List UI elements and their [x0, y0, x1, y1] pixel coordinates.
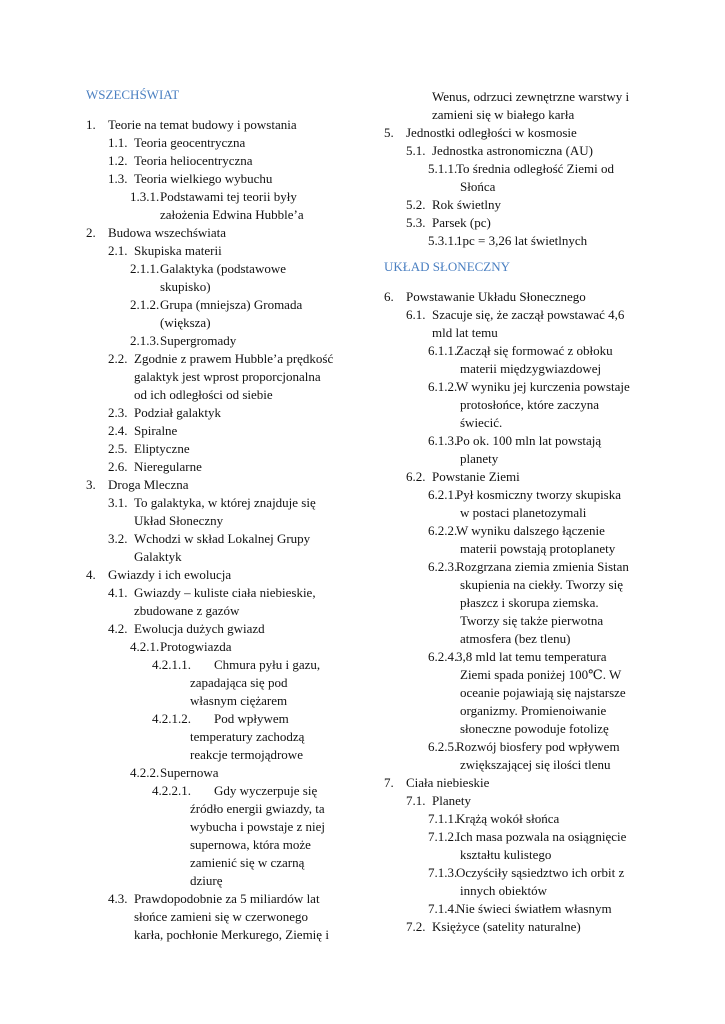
- outline-number: 4.2.1.: [130, 639, 160, 654]
- right-outline-line: [460, 594, 599, 611]
- outline-text: galaktyk jest wprost proporcjonalna: [134, 369, 321, 384]
- outline-number: 2.: [86, 225, 96, 240]
- left-outline-line: [108, 170, 272, 187]
- outline-text: słońce zamieni się w czerwonego: [134, 909, 308, 924]
- right-outline-line: [460, 540, 615, 557]
- outline-text: planety: [460, 451, 499, 466]
- left-outline-line: [134, 926, 329, 943]
- outline-text: Nie świeci światłem własnym: [456, 901, 612, 916]
- right-outline-line: [406, 468, 520, 485]
- outline-text: zwiększającej się ilości tlenu: [460, 757, 611, 772]
- outline-number: 7.1.1.: [428, 811, 458, 826]
- right-outline-line: [460, 630, 570, 647]
- left-outline-line: [108, 458, 202, 475]
- outline-number: 4.2.2.1.: [152, 783, 191, 798]
- outline-text: Zgodnie z prawem Hubble’a prędkość: [134, 351, 334, 366]
- outline-text: Ciała niebieskie: [406, 775, 490, 790]
- right-outline-line: [460, 846, 551, 863]
- section-heading-universe: WSZECHŚWIAT: [86, 87, 180, 102]
- left-outline-line: [190, 836, 311, 853]
- outline-text: zbudowane z gazów: [134, 603, 240, 618]
- outline-text: w postaci planetozymali: [460, 505, 587, 520]
- outline-number: 7.1.2.: [428, 829, 458, 844]
- left-outline-line: [134, 512, 223, 529]
- left-outline-line: [108, 440, 190, 457]
- left-outline-line: [130, 296, 302, 313]
- outline-number: 7.1.: [406, 793, 426, 808]
- right-outline-line: [460, 360, 601, 377]
- left-outline-line: [190, 728, 304, 745]
- outline-text: źródło energii gwiazdy, ta: [190, 801, 325, 816]
- right-outline-line: [406, 196, 501, 213]
- outline-text: Grupa (mniejsza) Gromada: [160, 297, 303, 312]
- outline-number: 5.: [384, 125, 394, 140]
- outline-number: 5.3.1.: [428, 233, 458, 248]
- outline-number: 5.3.: [406, 215, 426, 230]
- left-outline-line: [130, 332, 236, 349]
- outline-number: 4.2.2.: [130, 765, 160, 780]
- outline-text: W wyniku jej kurczenia powstaje: [456, 379, 630, 394]
- right-outline-line: [428, 378, 630, 395]
- outline-number: 6.1.1.: [428, 343, 458, 358]
- outline-text: Nieregularne: [134, 459, 202, 474]
- left-outline-line: [108, 350, 333, 367]
- outline-text: Pod wpływem: [214, 711, 289, 726]
- right-outline-line: [406, 142, 593, 159]
- outline-text: Krążą wokół słońca: [456, 811, 560, 826]
- right-outline-line: [428, 900, 612, 917]
- outline-text: Jednostka astronomiczna (AU): [432, 143, 594, 158]
- outline-text: zamienić się w czarną: [190, 855, 305, 870]
- left-outline-line: [190, 854, 304, 871]
- outline-text: założenia Edwina Hubble’a: [160, 207, 304, 222]
- outline-text: To galaktyka, w której znajduje się: [134, 495, 316, 510]
- outline-text: Gwiazdy i ich ewolucja: [108, 567, 232, 582]
- left-outline-line: [130, 638, 231, 655]
- outline-text: supernowa, która może: [190, 837, 311, 852]
- right-outline-line: [406, 792, 471, 809]
- outline-text: Ewolucja dużych gwiazd: [134, 621, 265, 636]
- outline-number: 6.2.: [406, 469, 426, 484]
- outline-text: Rok świetlny: [432, 197, 501, 212]
- left-outline-line: [160, 206, 304, 223]
- outline-number: 4.2.1.2.: [152, 711, 191, 726]
- outline-text: Pył kosmiczny tworzy skupiska: [456, 487, 622, 502]
- outline-text: słoneczne powoduje fotolizę: [460, 721, 609, 736]
- outline-text: Jednostki odległości w kosmosie: [406, 125, 577, 140]
- right-outline-line: [384, 774, 489, 791]
- outline-number: 7.2.: [406, 919, 426, 934]
- right-outline-line: [460, 612, 603, 629]
- right-outline-line: [428, 810, 559, 827]
- section-heading-solar-system: UKŁAD SŁONECZNY: [384, 259, 511, 274]
- outline-text: płaszcz i skorupa ziemska.: [460, 595, 599, 610]
- left-outline-line: [108, 152, 253, 169]
- outline-text: Parsek (pc): [432, 215, 491, 230]
- left-outline-line: [108, 404, 221, 421]
- right-outline-line: [460, 720, 609, 737]
- left-outline-line: [86, 224, 226, 241]
- outline-text: mld lat temu: [432, 325, 498, 340]
- left-outline-line: [108, 494, 316, 511]
- left-outline-line: [152, 656, 320, 673]
- outline-text: Budowa wszechświata: [108, 225, 227, 240]
- outline-text: protosłońce, które zaczyna: [460, 397, 599, 412]
- outline-text: skupisko): [160, 279, 211, 294]
- outline-text: Prawdopodobnie za 5 miliardów lat: [134, 891, 320, 906]
- outline-number: 4.1.: [108, 585, 128, 600]
- outline-text: Podział galaktyk: [134, 405, 222, 420]
- right-outline-line: [428, 522, 605, 539]
- outline-text: atmosfera (bez tlenu): [460, 631, 571, 646]
- outline-number: 1.1.: [108, 135, 128, 150]
- outline-number: 7.: [384, 775, 394, 790]
- right-outline-line: [460, 666, 621, 683]
- left-outline-line: [86, 566, 231, 583]
- outline-number: 6.1.: [406, 307, 426, 322]
- outline-number: 6.2.3.: [428, 559, 458, 574]
- outline-text: temperatury zachodzą: [190, 729, 305, 744]
- outline-text: zapadająca się pod: [190, 675, 288, 690]
- right-outline-line: [428, 558, 629, 575]
- outline-text: karła, pochłonie Merkurego, Ziemię i: [134, 927, 329, 942]
- outline-number: 3.: [86, 477, 96, 492]
- outline-text: Protogwiazda: [160, 639, 232, 654]
- outline-number: 2.4.: [108, 423, 128, 438]
- outline-text: Wchodzi w skład Lokalnej Grupy: [134, 531, 311, 546]
- outline-number: 2.5.: [108, 441, 128, 456]
- right-outline-line: [432, 106, 574, 123]
- right-outline-line: [428, 432, 601, 449]
- outline-text: Zaczął się formować z obłoku: [456, 343, 613, 358]
- outline-text: innych obiektów: [460, 883, 548, 898]
- outline-text: skupienia na ciekły. Tworzy się: [460, 577, 623, 592]
- outline-text: Eliptyczne: [134, 441, 190, 456]
- right-outline-line: [460, 178, 495, 195]
- outline-text: Supernowa: [160, 765, 219, 780]
- outline-number: 6.: [384, 289, 394, 304]
- right-outline-line: [428, 648, 607, 665]
- outline-text: Droga Mleczna: [108, 477, 189, 492]
- outline-text: wybucha i powstaje z niej: [190, 819, 326, 834]
- left-outline-line: [108, 242, 222, 259]
- outline-number: 2.2.: [108, 351, 128, 366]
- outline-text: materii międzygwiazdowej: [460, 361, 602, 376]
- outline-text: Gwiazdy – kuliste ciała niebieskie,: [134, 585, 316, 600]
- outline-text: Księżyce (satelity naturalne): [432, 919, 581, 934]
- outline-number: 5.1.: [406, 143, 426, 158]
- outline-text: Po ok. 100 mln lat powstają: [456, 433, 602, 448]
- right-outline-line: [428, 738, 620, 755]
- right-outline-line: [460, 756, 611, 773]
- outline-text: Wenus, odrzuci zewnętrzne warstwy i: [432, 89, 630, 104]
- outline-text: Rozwój biosfery pod wpływem: [456, 739, 620, 754]
- outline-text: własnym ciężarem: [190, 693, 288, 708]
- outline-number: 5.2.: [406, 197, 426, 212]
- left-outline-line: [152, 782, 317, 799]
- outline-text: reakcje termojądrowe: [190, 747, 303, 762]
- left-outline-line: [130, 260, 286, 277]
- outline-text: Planety: [432, 793, 471, 808]
- outline-text: Teoria geocentryczna: [134, 135, 246, 150]
- outline-number: 6.2.2.: [428, 523, 458, 538]
- outline-text: Galaktyka (podstawowe: [160, 261, 286, 276]
- right-outline-line: [460, 414, 502, 431]
- right-outline-line: [432, 324, 498, 341]
- outline-number: 2.1.1.: [130, 261, 160, 276]
- outline-text: Gdy wyczerpuje się: [214, 783, 318, 798]
- outline-text: Teorie na temat budowy i powstania: [108, 117, 297, 132]
- outline-number: 1.3.: [108, 171, 128, 186]
- outline-number: 7.1.3.: [428, 865, 458, 880]
- left-outline-line: [190, 800, 325, 817]
- outline-text: Oczyściły sąsiedztwo ich orbit z: [456, 865, 625, 880]
- left-outline-line: [86, 476, 189, 493]
- right-outline-line: [406, 214, 491, 231]
- outline-text: Galaktyk: [134, 549, 182, 564]
- outline-number: 2.6.: [108, 459, 128, 474]
- outline-number: 2.1.: [108, 243, 128, 258]
- left-outline-line: [108, 422, 177, 439]
- left-outline-line: [108, 890, 320, 907]
- left-outline-line: [130, 764, 219, 781]
- left-outline-line: [108, 620, 265, 637]
- left-outline-line: [134, 602, 239, 619]
- right-outline-line: [428, 828, 626, 845]
- outline-text: Słońca: [460, 179, 496, 194]
- left-outline-line: [152, 710, 289, 727]
- outline-text: Powstanie Ziemi: [432, 469, 520, 484]
- right-outline-line: [460, 576, 623, 593]
- outline-text: W wyniku dalszego łączenie: [456, 523, 605, 538]
- outline-text: świecić.: [460, 415, 503, 430]
- right-outline-line: [428, 232, 587, 249]
- outline-text: organizmy. Promienoiwanie: [460, 703, 607, 718]
- outline-text: Powstawanie Układu Słonecznego: [406, 289, 586, 304]
- outline-text: materii powstają protoplanety: [460, 541, 616, 556]
- right-outline-line: [428, 486, 621, 503]
- outline-number: 7.1.4.: [428, 901, 458, 916]
- outline-text: Szacuje się, że zaczął powstawać 4,6: [432, 307, 625, 322]
- right-outline-line: [460, 882, 547, 899]
- outline-text: kształtu kulistego: [460, 847, 552, 862]
- outline-number: 1.2.: [108, 153, 128, 168]
- right-outline-line: [460, 684, 626, 701]
- outline-text: zamieni się w białego karła: [432, 107, 575, 122]
- outline-text: Ich masa pozwala na osiągnięcie: [456, 829, 627, 844]
- outline-number: 4.3.: [108, 891, 128, 906]
- outline-text: Podstawami tej teorii były: [160, 189, 297, 204]
- left-outline-line: [190, 746, 303, 763]
- outline-number: 1.: [86, 117, 96, 132]
- right-outline-line: [384, 124, 577, 141]
- outline-text: To średnia odległość Ziemi od: [456, 161, 614, 176]
- outline-text: 1pc = 3,26 lat świetlnych: [456, 233, 588, 248]
- outline-text: Teoria heliocentryczna: [134, 153, 253, 168]
- outline-text: Teoria wielkiego wybuchu: [134, 171, 273, 186]
- left-outline-line: [130, 188, 297, 205]
- right-outline-line: [460, 396, 599, 413]
- left-outline-line: [108, 530, 310, 547]
- left-outline-line: [190, 818, 325, 835]
- outline-text: Supergromady: [160, 333, 237, 348]
- outline-number: 5.1.1.: [428, 161, 458, 176]
- right-outline-line: [406, 306, 624, 323]
- outline-number: 6.1.3.: [428, 433, 458, 448]
- outline-text: Skupiska materii: [134, 243, 222, 258]
- right-outline-line: [432, 88, 629, 105]
- outline-number: 2.3.: [108, 405, 128, 420]
- outline-number: 6.2.5.: [428, 739, 458, 754]
- outline-number: 4.: [86, 567, 96, 582]
- left-outline-line: [108, 134, 245, 151]
- outline-number: 2.1.2.: [130, 297, 160, 312]
- outline-text: Układ Słoneczny: [134, 513, 224, 528]
- left-outline-line: [134, 368, 321, 385]
- outline-number: 3.1.: [108, 495, 128, 510]
- right-outline-line: [460, 450, 498, 467]
- outline-number: 1.3.1.: [130, 189, 160, 204]
- outline-number: 2.1.3.: [130, 333, 160, 348]
- left-outline-line: [190, 674, 287, 691]
- outline-text: Spiralne: [134, 423, 178, 438]
- left-outline-line: [160, 314, 211, 331]
- outline-number: 6.2.1.: [428, 487, 458, 502]
- outline-number: 6.1.2.: [428, 379, 458, 394]
- outline-text: od ich odległości od siebie: [134, 387, 273, 402]
- right-outline-line: [460, 702, 606, 719]
- left-outline-line: [190, 692, 287, 709]
- left-outline-line: [160, 278, 211, 295]
- right-outline-line: [428, 864, 624, 881]
- outline-text: dziurę: [190, 873, 223, 888]
- right-outline-line: [384, 288, 586, 305]
- outline-text: 3,8 mld lat temu temperatura: [456, 649, 607, 664]
- left-outline-line: [108, 584, 316, 601]
- left-outline-line: [190, 872, 222, 889]
- outline-text: Ziemi spada poniżej 100℃. W: [460, 667, 622, 682]
- outline-number: 4.2.1.1.: [152, 657, 191, 672]
- outline-text: Chmura pyłu i gazu,: [214, 657, 321, 672]
- outline-number: 6.2.4.: [428, 649, 458, 664]
- outline-text: Tworzy się także pierwotna: [460, 613, 604, 628]
- right-outline-line: [460, 504, 586, 521]
- outline-number: 3.2.: [108, 531, 128, 546]
- right-outline-line: [406, 918, 581, 935]
- left-outline-line: [134, 908, 308, 925]
- outline-text: oceanie pojawiają się najstarsze: [460, 685, 626, 700]
- outline-number: 4.2.: [108, 621, 128, 636]
- outline-text: Rozgrzana ziemia zmienia Sistan: [456, 559, 629, 574]
- left-outline-line: [86, 116, 297, 133]
- left-outline-line: [134, 548, 182, 565]
- outline-text: (większa): [160, 315, 211, 330]
- right-outline-line: [428, 342, 613, 359]
- right-outline-line: [428, 160, 614, 177]
- left-outline-line: [134, 386, 273, 403]
